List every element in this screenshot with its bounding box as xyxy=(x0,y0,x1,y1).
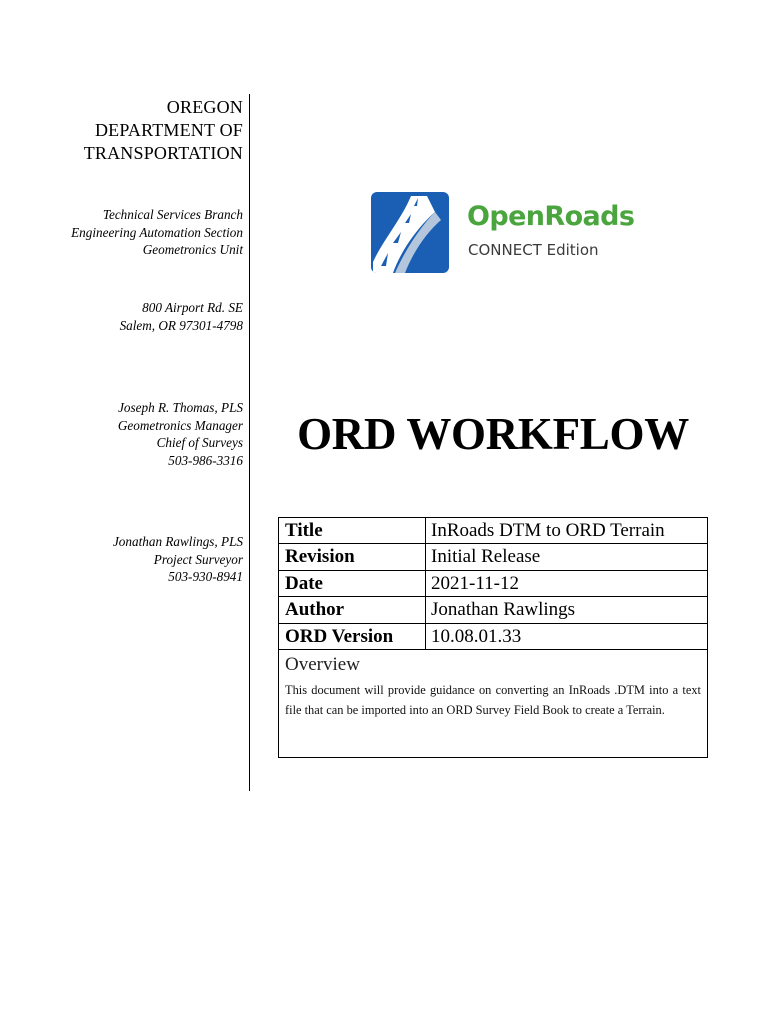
title-label: Title xyxy=(279,518,426,543)
table-row xyxy=(279,597,707,623)
title-value: InRoads DTM to ORD Terrain xyxy=(431,520,665,541)
address-block xyxy=(0,299,243,334)
branch-block xyxy=(0,206,243,259)
revision-value: Initial Release xyxy=(431,546,541,568)
openroads-logo xyxy=(371,192,635,274)
table-row xyxy=(279,544,707,570)
vertical-divider xyxy=(249,94,250,791)
surveyor-role: Project Surveyor xyxy=(153,551,243,567)
surveyor-contact xyxy=(0,533,243,586)
date-label: Date xyxy=(279,571,426,596)
address-line: Salem, OR 97301-4798 xyxy=(119,317,243,333)
surveyor-phone: 503-930-8941 xyxy=(168,569,243,584)
manager-contact xyxy=(0,399,243,469)
table-row xyxy=(279,624,707,650)
agency-line: DEPARTMENT OF xyxy=(94,120,243,140)
branch-line: Engineering Automation Section xyxy=(71,224,243,240)
author-value: Jonathan Rawlings xyxy=(431,599,576,621)
agency-line: OREGON xyxy=(166,97,243,117)
date-value: 2021-11-12 xyxy=(431,572,519,594)
overview-text: This document will provide guidance on converting an InRoads .DTM into a text file that can be imported into an ORD Survey Field Book to create a Terrain. xyxy=(285,682,701,717)
table-row xyxy=(279,571,707,597)
branch-line: Geometronics Unit xyxy=(142,242,243,257)
document-title: ORD WORKFLOW xyxy=(297,409,689,459)
document-info-table xyxy=(278,517,708,758)
version-label: ORD Version xyxy=(279,624,426,649)
agency-name xyxy=(0,96,243,165)
manager-role: Chief of Surveys xyxy=(156,435,243,450)
agency-line: TRANSPORTATION xyxy=(83,143,243,163)
overview-section xyxy=(279,650,707,757)
manager-phone: 503-986-3316 xyxy=(168,452,243,468)
logo-name: OpenRoads xyxy=(467,201,635,232)
road-icon xyxy=(371,192,449,273)
manager-name: Joseph R. Thomas, PLS xyxy=(118,400,243,415)
revision-label: Revision xyxy=(279,544,426,569)
branch-line: Technical Services Branch xyxy=(102,207,243,222)
manager-role: Geometronics Manager xyxy=(117,417,243,433)
author-label: Author xyxy=(279,597,426,622)
logo-edition: CONNECT Edition xyxy=(468,241,599,259)
surveyor-name: Jonathan Rawlings, PLS xyxy=(112,534,243,549)
table-row xyxy=(279,518,707,544)
version-value: 10.08.01.33 xyxy=(431,625,522,647)
address-line: 800 Airport Rd. SE xyxy=(142,300,243,315)
overview-heading: Overview xyxy=(285,653,360,675)
